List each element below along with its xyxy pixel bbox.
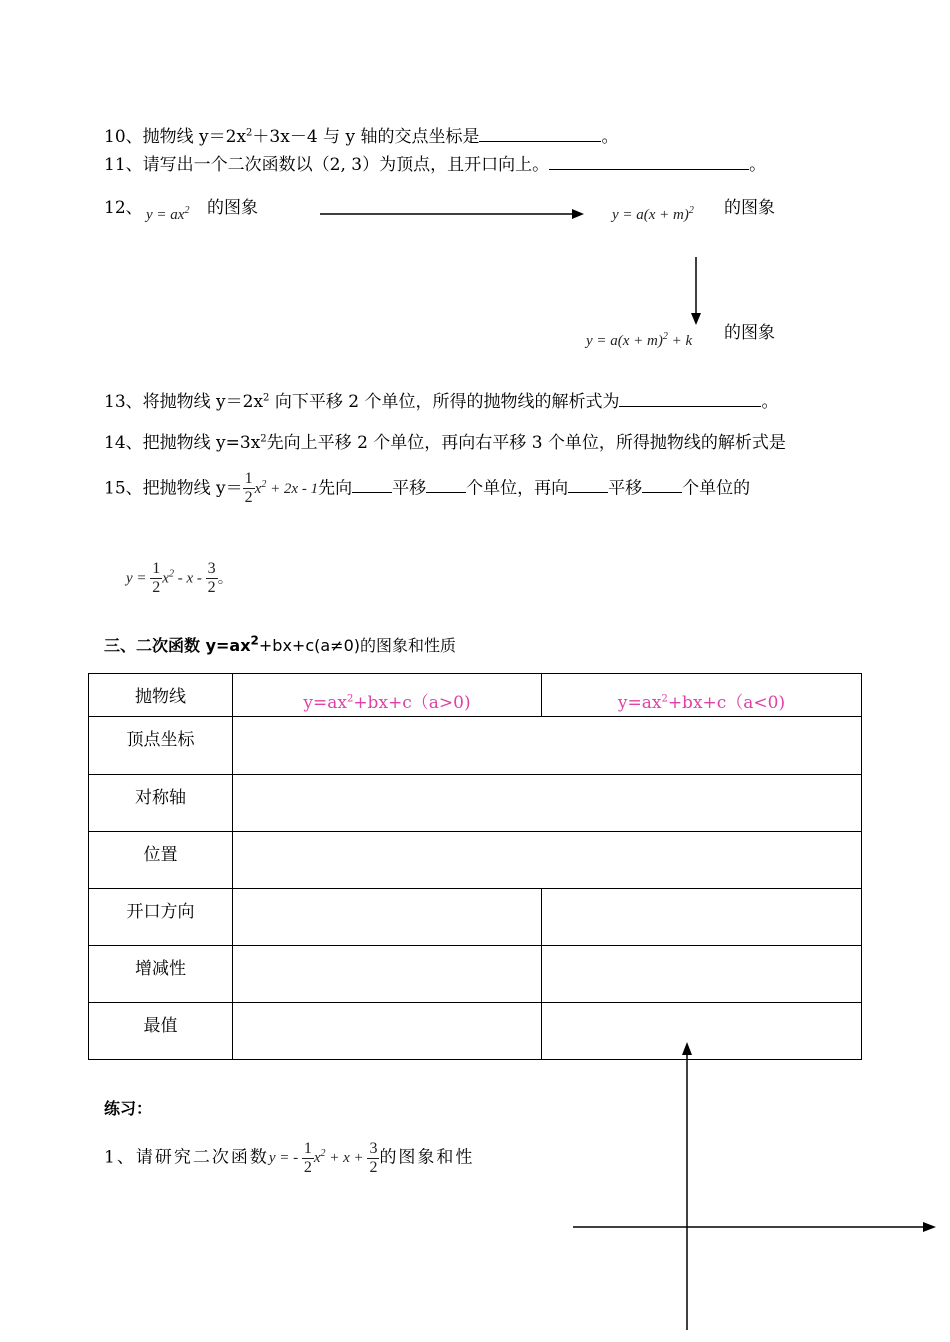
answer-cell[interactable] <box>233 775 862 832</box>
answer-blank[interactable] <box>619 390 761 407</box>
col2-exp: 2 <box>661 693 668 705</box>
answer-blank[interactable] <box>479 125 601 142</box>
q15-fraction <box>243 470 255 508</box>
q10-mid: ＋3x－4 与 y 轴的交点坐标是 <box>252 127 480 147</box>
q10-end: 。 <box>601 127 619 147</box>
q15-t4: 平移 <box>608 478 643 499</box>
q13-end: 。 <box>761 392 779 412</box>
q13-exp: 2 <box>263 392 270 404</box>
question-11 <box>104 150 766 175</box>
q10-prefix: 10、抛物线 y＝2x <box>104 127 247 147</box>
fraction-numerator: 3 <box>206 560 218 579</box>
practice-q1-suffix: 的图象和性 <box>379 1147 475 1168</box>
practice-x: x <box>313 1150 321 1167</box>
result-x: x <box>162 570 169 587</box>
q12-formula-1 <box>146 205 189 224</box>
result-mid: - x - <box>173 570 206 587</box>
y-axis-arrowhead <box>682 1042 692 1055</box>
q12-f3-tail: + k <box>667 333 693 349</box>
col1-exp: 2 <box>346 693 354 705</box>
row-label-monotonicity: 增减性 <box>89 946 233 1003</box>
practice-title: 练习： <box>104 1099 153 1118</box>
result-end: 。 <box>217 568 233 587</box>
q13-prefix: 13、将抛物线 y＝2x <box>104 392 264 412</box>
fraction-numerator: 1 <box>302 1140 314 1159</box>
table-header-row <box>89 674 862 717</box>
table-row <box>89 717 862 775</box>
q15-result-formula <box>126 560 233 598</box>
table-row <box>89 775 862 832</box>
q14-exp: 2 <box>260 433 267 445</box>
q12-suffix-3: 的图象 <box>724 323 775 343</box>
x-axis-arrowhead <box>923 1222 936 1232</box>
section3-prefix: 三、二次函数 y=ax <box>104 636 251 655</box>
row-label-opening: 开口方向 <box>89 889 233 946</box>
answer-blank[interactable] <box>642 476 682 493</box>
fraction-denominator: 2 <box>303 1159 312 1177</box>
question-10 <box>104 122 618 147</box>
answer-cell[interactable] <box>542 889 862 946</box>
coordinate-axes <box>570 1040 940 1330</box>
q11-end: 。 <box>749 155 767 175</box>
q14-mid: 先向上平移 2 个单位，再向右平移 3 个单位，所得抛物线的解析式是 <box>266 433 786 453</box>
header-col-a-negative <box>542 674 862 717</box>
q15-expr-tail: + 2x - 1 <box>266 481 319 498</box>
q15-t1: 先向 <box>318 478 353 499</box>
practice-question-1 <box>104 1140 474 1178</box>
question-15 <box>104 470 750 508</box>
fraction-numerator: 3 <box>367 1140 379 1159</box>
col2-suffix: +bx+c（a<0) <box>667 693 786 713</box>
q15-prefix: 15、把抛物线 y＝ <box>104 478 243 499</box>
fraction-denominator: 2 <box>207 579 216 597</box>
q12-formula-2 <box>612 205 694 224</box>
answer-cell[interactable] <box>233 946 542 1003</box>
answer-cell[interactable] <box>542 946 862 1003</box>
answer-blank[interactable] <box>568 476 608 493</box>
practice-exp: 2 <box>320 1148 326 1160</box>
table-row <box>89 946 862 1003</box>
table-row <box>89 832 862 889</box>
q15-t2: 平移 <box>392 478 427 499</box>
q12-f1: y = ax <box>146 207 185 223</box>
q12-f2-exp: 2 <box>688 205 694 216</box>
q12-number: 12、 <box>104 198 143 218</box>
practice-q1-prefix: 1、请研究二次函数 <box>104 1147 269 1168</box>
properties-table <box>88 673 862 1060</box>
q12-formula-3 <box>586 331 692 350</box>
row-label-axis: 对称轴 <box>89 775 233 832</box>
q15-expr: x <box>254 481 262 498</box>
question-14 <box>104 428 786 453</box>
col1-suffix: +bx+c（a>0) <box>353 693 471 713</box>
col2-prefix: y=ax <box>617 693 662 713</box>
q12-f2: y = a(x + m) <box>612 207 689 223</box>
right-arrow <box>318 206 586 222</box>
fraction-denominator: 2 <box>152 579 161 597</box>
practice-y: y = - <box>268 1150 302 1167</box>
answer-cell[interactable] <box>233 717 862 775</box>
fraction-numerator: 1 <box>150 560 162 579</box>
q15-t3: 个单位，再向 <box>466 478 569 499</box>
q12-suffix-1: 的图象 <box>207 198 258 218</box>
q10-exp: 2 <box>246 127 253 139</box>
answer-blank[interactable] <box>426 476 466 493</box>
result-y: y = <box>126 570 151 587</box>
q12-suffix-2: 的图象 <box>724 198 775 218</box>
answer-blank[interactable] <box>549 153 749 170</box>
q12-f1-exp: 2 <box>184 205 190 216</box>
section-3-heading <box>104 633 456 656</box>
question-13 <box>104 387 778 412</box>
fraction-numerator: 1 <box>243 470 255 489</box>
result-exp: 2 <box>168 568 174 580</box>
row-label-extremum: 最值 <box>89 1003 233 1060</box>
fraction-denominator: 2 <box>244 489 253 507</box>
answer-cell[interactable] <box>233 1003 542 1060</box>
q15-t5: 个单位的 <box>682 478 751 499</box>
header-label: 抛物线 <box>89 674 233 717</box>
header-col-a-positive <box>233 674 542 717</box>
section3-exp: 2 <box>250 633 259 648</box>
section3-suffix: +bx+c(a≠0)的图象和性质 <box>258 636 457 655</box>
practice-mid: + x + <box>325 1150 368 1167</box>
q15-expr-exp: 2 <box>261 479 267 491</box>
q12-f3: y = a(x + m) <box>586 333 663 349</box>
answer-cell[interactable] <box>233 889 542 946</box>
down-arrow <box>688 255 704 327</box>
answer-cell[interactable] <box>233 832 862 889</box>
row-label-vertex: 顶点坐标 <box>89 717 233 775</box>
q13-mid: 向下平移 2 个单位，所得的抛物线的解析式为 <box>269 392 620 412</box>
answer-blank[interactable] <box>352 476 392 493</box>
col1-prefix: y=ax <box>303 693 347 713</box>
q12-f3-exp: 2 <box>662 331 668 342</box>
q14-prefix: 14、把抛物线 y=3x <box>104 433 261 453</box>
table-row <box>89 889 862 946</box>
row-label-position: 位置 <box>89 832 233 889</box>
fraction-denominator: 2 <box>369 1159 378 1177</box>
q11-text: 11、请写出一个二次函数以（2, 3）为顶点，且开口向上。 <box>104 155 550 175</box>
